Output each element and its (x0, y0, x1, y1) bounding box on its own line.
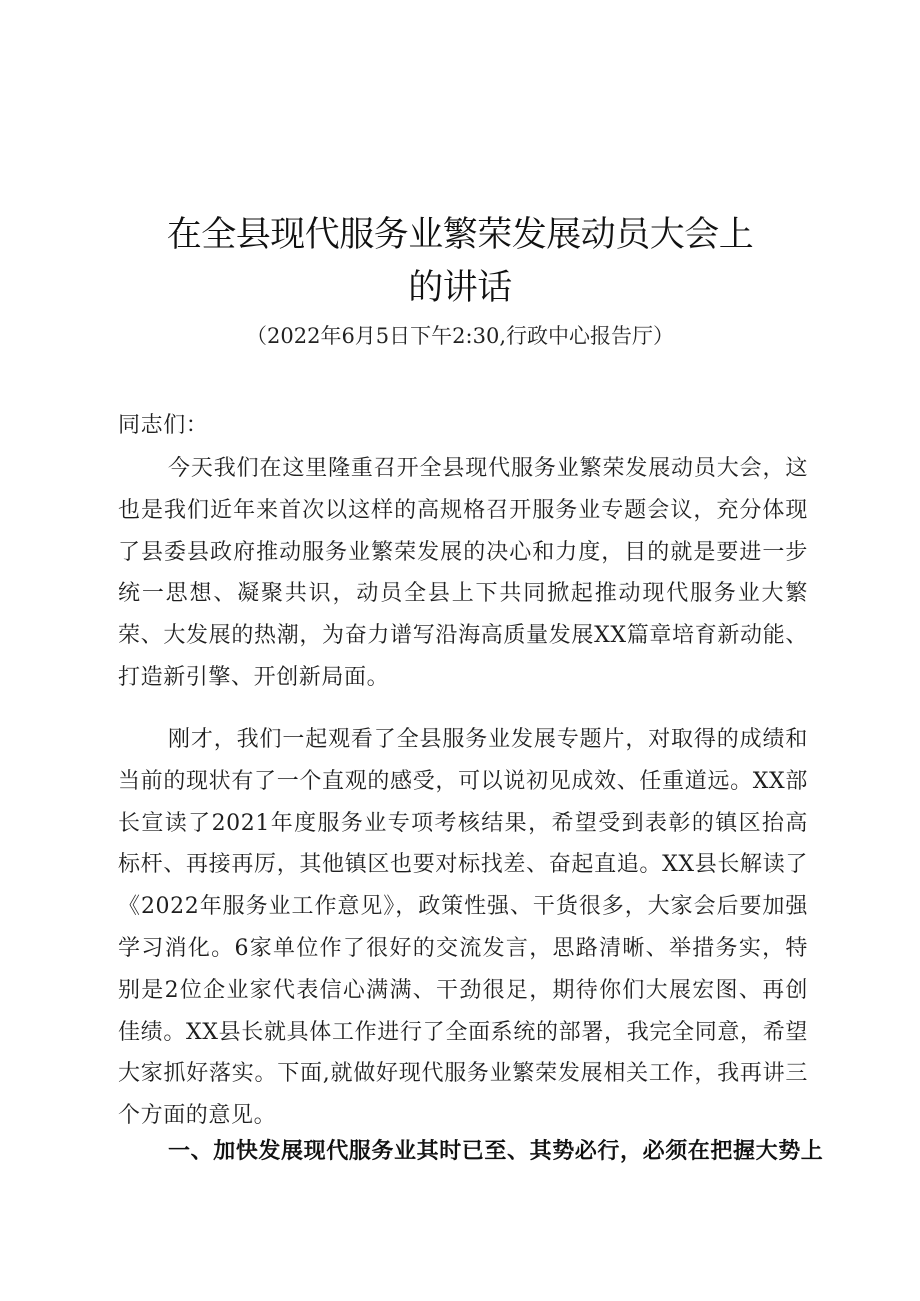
document-title-line-1: 在全县现代服务业繁荣发展动员大会上 (166, 215, 754, 255)
section-heading: 一、加快发展现代服务业其时已至、其势必行，必须在把握大势上 (168, 1138, 824, 1164)
paragraph-opening: 今天我们在这里隆重召开全县现代服务业繁荣发展动员大会，这也是我们近年来首次以这样的高规格召开服务业专题会议，充分体现了县委县政府推动服务业繁荣发展的决心和力度，目的就是要进一步统一思想、凝聚共识，动员全县上下共同掀起推动现代服务业大繁荣、大发展的热潮，为奋力谱写沿海高质量发展XX篇章培育新动能、打造新引擎、开创新局面。 (118, 456, 808, 690)
document-title-line-2: 的讲话 (408, 268, 512, 308)
salutation: 同志们： (118, 413, 209, 438)
paragraph-review: 刚才，我们一起观看了全县服务业发展专题片，对取得的成绩和当前的现状有了一个直观的感受，可以说初见成效、任重道远。XX部长宣读了2021年度服务业专项考核结果，希望受到表彰的镇区抬高标杆、再接再厉，其他镇区也要对标找差、奋起直追。XX县长解读了《2022年服务业工作意见》，政策性强、干货很多，大家会后要加强学习消化。6家单位作了很好的交流发言，思路清晰、举措务实，特别是2位企业家代表信心满满、干劲很足，期待你们大展宏图、再创佳绩。XX县长就具体工作进行了全面系统的部署，我完全同意，希望大家抓好落实。下面,就做好现代服务业繁荣发展相关工作，我再讲三个方面的意见。 (118, 727, 808, 1129)
document-subtitle: （2022年6月5日下午2:30,行政中心报告厅） (246, 324, 674, 348)
